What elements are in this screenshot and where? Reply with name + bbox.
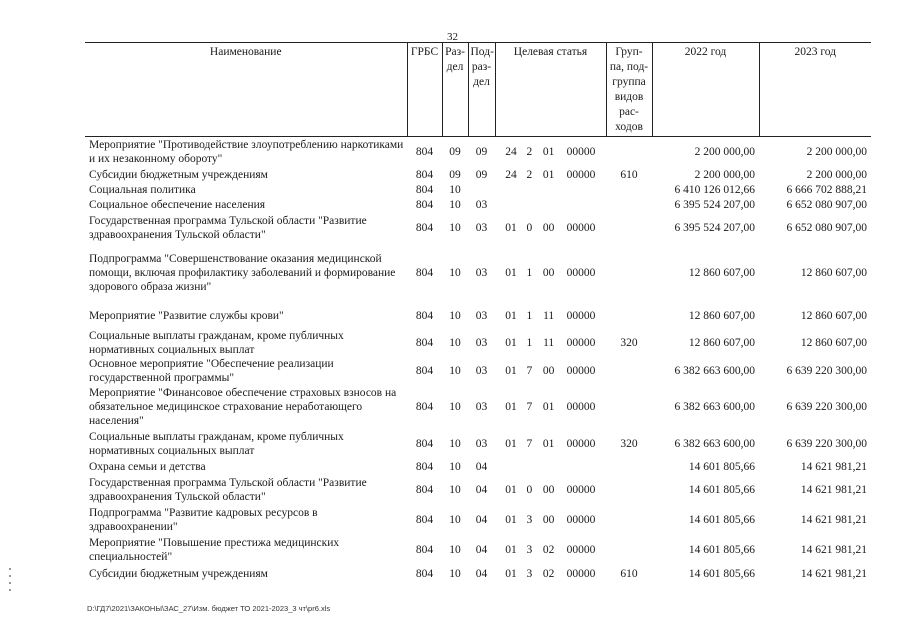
row-expense-group: 320 <box>620 336 638 349</box>
row-amount-2023: 14 621 981,21 <box>800 513 867 526</box>
row-expense-group: 610 <box>620 168 638 181</box>
target-program: 01 <box>505 309 517 322</box>
target-program: 01 <box>505 513 517 526</box>
target-direction: 00000 <box>566 567 596 580</box>
row-razdel: 10 <box>449 437 461 450</box>
row-grbs: 804 <box>415 513 434 526</box>
row-amount-2023: 6 639 220 300,00 <box>786 364 867 377</box>
row-target <box>495 535 606 565</box>
target-direction: 00000 <box>566 309 596 322</box>
row-amount-2022: 2 200 000,00 <box>694 145 755 158</box>
row-amount-2023: 6 639 220 300,00 <box>786 437 867 450</box>
budget-table-container <box>85 42 871 583</box>
row-podrazdel: 03 <box>475 400 488 413</box>
row-amount-2023: 14 621 981,21 <box>800 567 867 580</box>
target-event: 11 <box>543 336 555 349</box>
target-event: 01 <box>542 400 555 413</box>
row-podrazdel: 03 <box>475 199 488 211</box>
row-podrazdel: 03 <box>475 221 488 234</box>
target-direction: 00000 <box>566 400 596 413</box>
row-razdel: 10 <box>449 221 461 234</box>
row-grbs: 804 <box>415 168 434 181</box>
target-subprogram: 2 <box>526 145 533 158</box>
table-row <box>85 535 871 565</box>
table-header-row <box>85 43 871 137</box>
row-expense-group <box>606 357 652 385</box>
row-podrazdel: 04 <box>475 483 488 496</box>
row-expense-group <box>606 183 652 198</box>
row-razdel: 10 <box>449 460 461 473</box>
row-name: Мероприятие "Противодействие злоупотреблению наркотиками и их незаконному обороту" <box>89 138 404 165</box>
row-amount-2023: 14 621 981,21 <box>800 460 867 473</box>
row-expense-group <box>606 475 652 505</box>
table-row <box>85 183 871 198</box>
scan-margin-marks <box>9 563 15 603</box>
row-target <box>495 243 606 303</box>
table-row <box>85 357 871 385</box>
row-expense-group <box>606 385 652 429</box>
row-podrazdel: 03 <box>475 364 488 377</box>
header-target: Целевая статья <box>495 43 606 137</box>
target-direction: 00000 <box>566 221 596 234</box>
row-amount-2023: 12 860 607,00 <box>800 266 867 279</box>
row-target <box>495 475 606 505</box>
target-subprogram: 0 <box>526 221 533 234</box>
row-amount-2022: 6 410 126 012,66 <box>674 184 755 196</box>
budget-table <box>85 42 871 583</box>
row-amount-2023: 6 652 080 907,00 <box>786 221 867 234</box>
target-event: 02 <box>542 567 555 580</box>
row-name: Социальные выплаты гражданам, кроме публичных нормативных социальных выплат <box>89 430 344 457</box>
row-target <box>495 505 606 535</box>
row-name: Подпрограмма "Совершенствование оказания медицинской помощи, включая профилактику заболеваний и формирование здорового образа жизни" <box>89 252 396 293</box>
table-row <box>85 329 871 357</box>
row-grbs: 804 <box>415 199 434 211</box>
row-target <box>495 213 606 243</box>
row-grbs: 804 <box>415 364 434 377</box>
target-event: 11 <box>543 309 555 322</box>
row-name: Мероприятие "Финансовое обеспечение страховых взносов на обязательное медицинское страхование неработающего населения" <box>89 386 397 427</box>
row-razdel: 10 <box>449 199 461 211</box>
row-amount-2022: 12 860 607,00 <box>688 266 755 279</box>
row-amount-2023: 12 860 607,00 <box>800 309 867 322</box>
target-program: 01 <box>505 483 517 496</box>
target-program: 01 <box>505 266 517 279</box>
table-row <box>85 429 871 459</box>
row-name: Государственная программа Тульской области "Развитие здравоохранения Тульской области" <box>89 476 367 503</box>
row-amount-2022: 14 601 805,66 <box>688 567 755 580</box>
row-razdel: 10 <box>449 309 461 322</box>
target-event: 00 <box>542 364 555 377</box>
row-razdel: 09 <box>449 145 461 158</box>
target-program: 01 <box>505 221 517 234</box>
row-target <box>495 357 606 385</box>
header-name: Наименование <box>85 43 407 137</box>
row-name: Субсидии бюджетным учреждениям <box>89 567 268 580</box>
row-podrazdel: 04 <box>475 513 488 526</box>
target-direction: 00000 <box>566 145 596 158</box>
row-name: Государственная программа Тульской области "Развитие здравоохранения Тульской области" <box>89 214 367 241</box>
row-razdel: 10 <box>449 364 461 377</box>
row-amount-2022: 6 382 663 600,00 <box>674 400 755 413</box>
row-target <box>495 137 606 167</box>
row-amount-2023: 6 666 702 888,21 <box>786 184 867 196</box>
header-razdel: Раз-дел <box>442 43 468 137</box>
row-grbs: 804 <box>415 437 434 450</box>
row-razdel: 09 <box>449 168 461 181</box>
row-razdel: 10 <box>449 400 461 413</box>
row-name: Мероприятие "Повышение престижа медицинских специальностей" <box>89 536 340 563</box>
target-direction: 00000 <box>566 168 596 181</box>
page-number: 32 <box>447 31 458 43</box>
target-program: 01 <box>505 567 517 580</box>
row-grbs: 804 <box>415 145 434 158</box>
header-grbs: ГРБС <box>407 43 442 137</box>
row-name: Мероприятие "Развитие службы крови" <box>89 309 284 322</box>
row-razdel: 10 <box>449 543 461 556</box>
row-amount-2023: 6 639 220 300,00 <box>786 400 867 413</box>
row-razdel: 10 <box>449 513 461 526</box>
table-row <box>85 198 871 213</box>
header-podrazdel: Под-раз-дел <box>468 43 495 137</box>
target-direction: 00000 <box>566 483 596 496</box>
target-subprogram: 7 <box>526 437 533 450</box>
target-subprogram: 3 <box>526 543 533 556</box>
row-expense-group <box>606 198 652 213</box>
row-expense-group: 610 <box>620 567 638 580</box>
row-expense-group <box>606 213 652 243</box>
row-grbs: 804 <box>415 336 434 349</box>
target-direction: 00000 <box>566 513 596 526</box>
row-podrazdel: 03 <box>475 437 488 450</box>
header-2023: 2023 год <box>759 43 871 137</box>
table-row <box>85 475 871 505</box>
target-subprogram: 1 <box>526 336 533 349</box>
row-expense-group <box>606 137 652 167</box>
row-podrazdel: 04 <box>475 460 488 473</box>
table-row <box>85 505 871 535</box>
table-row <box>85 243 871 303</box>
table-row <box>85 459 871 475</box>
row-podrazdel: 03 <box>475 336 488 349</box>
table-row <box>85 565 871 583</box>
row-grbs: 804 <box>415 221 434 234</box>
row-razdel: 10 <box>449 184 461 196</box>
row-grbs: 804 <box>415 543 434 556</box>
row-razdel: 10 <box>449 567 461 580</box>
row-grbs: 804 <box>415 184 434 196</box>
file-path-footer: D:\ГД7\2021\ЗАКОНЫ\ЗАС_27\Изм. бюджет ТО 2021-2023_3 чт\pr6.xls <box>87 604 331 613</box>
target-program: 01 <box>505 364 517 377</box>
target-direction: 00000 <box>566 266 596 279</box>
row-amount-2023: 2 200 000,00 <box>806 168 867 181</box>
row-target <box>495 198 606 213</box>
target-event: 01 <box>542 145 555 158</box>
target-subprogram: 1 <box>526 266 533 279</box>
row-expense-group: 320 <box>620 437 638 450</box>
target-direction: 00000 <box>566 437 596 450</box>
target-subprogram: 7 <box>526 400 533 413</box>
target-direction: 00000 <box>566 336 596 349</box>
header-2022: 2022 год <box>652 43 759 137</box>
row-amount-2022: 14 601 805,66 <box>688 543 755 556</box>
row-podrazdel: 03 <box>475 309 488 322</box>
row-target <box>495 459 606 475</box>
row-grbs: 804 <box>415 309 434 322</box>
row-grbs: 804 <box>415 483 434 496</box>
row-amount-2022: 14 601 805,66 <box>688 513 755 526</box>
row-target <box>495 385 606 429</box>
target-event: 00 <box>542 266 555 279</box>
row-podrazdel: 04 <box>475 543 488 556</box>
row-razdel: 10 <box>449 336 461 349</box>
row-razdel: 10 <box>449 483 461 496</box>
target-program: 24 <box>505 145 517 158</box>
row-amount-2022: 6 382 663 600,00 <box>674 364 755 377</box>
row-amount-2023: 6 652 080 907,00 <box>786 199 867 211</box>
row-expense-group <box>606 303 652 329</box>
table-row <box>85 385 871 429</box>
row-target <box>495 183 606 198</box>
row-amount-2023: 12 860 607,00 <box>800 336 867 349</box>
table-row <box>85 137 871 167</box>
row-amount-2022: 14 601 805,66 <box>688 460 755 473</box>
row-podrazdel <box>468 183 495 198</box>
row-amount-2022: 6 395 524 207,00 <box>674 221 755 234</box>
row-name: Подпрограмма "Развитие кадровых ресурсов в здравоохранении" <box>89 506 318 533</box>
target-subprogram: 3 <box>526 513 533 526</box>
row-name: Субсидии бюджетным учреждениям <box>89 168 268 181</box>
target-subprogram: 2 <box>526 168 533 181</box>
target-event: 01 <box>542 437 555 450</box>
row-amount-2022: 2 200 000,00 <box>694 168 755 181</box>
header-group: Груп-па, под-группа видов рас-ходов <box>606 43 652 137</box>
target-event: 00 <box>542 513 555 526</box>
row-target <box>495 303 606 329</box>
target-program: 01 <box>505 400 517 413</box>
row-amount-2022: 6 395 524 207,00 <box>674 199 755 211</box>
row-amount-2023: 2 200 000,00 <box>806 145 867 158</box>
target-subprogram: 7 <box>526 364 533 377</box>
row-podrazdel: 09 <box>475 168 488 181</box>
target-event: 02 <box>542 543 555 556</box>
table-row <box>85 303 871 329</box>
row-amount-2022: 12 860 607,00 <box>688 309 755 322</box>
row-amount-2022: 6 382 663 600,00 <box>674 437 755 450</box>
row-name: Социальные выплаты гражданам, кроме публичных нормативных социальных выплат <box>89 329 344 356</box>
row-expense-group <box>606 243 652 303</box>
target-program: 01 <box>505 336 517 349</box>
row-grbs: 804 <box>415 460 434 473</box>
row-amount-2023: 14 621 981,21 <box>800 483 867 496</box>
row-target <box>495 329 606 357</box>
target-direction: 00000 <box>566 543 596 556</box>
row-grbs: 804 <box>415 567 434 580</box>
row-amount-2022: 14 601 805,66 <box>688 483 755 496</box>
row-expense-group <box>606 459 652 475</box>
row-expense-group <box>606 535 652 565</box>
row-grbs: 804 <box>415 400 434 413</box>
row-name: Социальное обеспечение населения <box>89 199 266 211</box>
table-row <box>85 167 871 183</box>
row-name: Охрана семьи и детства <box>89 460 206 473</box>
target-event: 01 <box>542 168 555 181</box>
row-name: Социальная политика <box>89 184 196 196</box>
row-podrazdel: 03 <box>475 266 488 279</box>
table-body <box>85 137 871 583</box>
table-row <box>85 213 871 243</box>
target-subprogram: 0 <box>526 483 533 496</box>
row-target <box>495 565 606 583</box>
target-program: 24 <box>505 168 517 181</box>
row-target <box>495 167 606 183</box>
row-grbs: 804 <box>415 266 434 279</box>
target-subprogram: 3 <box>526 567 533 580</box>
target-program: 01 <box>505 437 517 450</box>
target-subprogram: 1 <box>526 309 533 322</box>
row-amount-2023: 14 621 981,21 <box>800 543 867 556</box>
row-podrazdel: 04 <box>475 567 488 580</box>
row-expense-group <box>606 505 652 535</box>
row-target <box>495 429 606 459</box>
target-event: 00 <box>542 483 555 496</box>
target-event: 00 <box>542 221 555 234</box>
target-direction: 00000 <box>566 364 596 377</box>
row-amount-2022: 12 860 607,00 <box>688 336 755 349</box>
row-razdel: 10 <box>449 266 461 279</box>
row-name: Основное мероприятие "Обеспечение реализации государственной программы" <box>89 357 334 384</box>
row-podrazdel: 09 <box>475 145 488 158</box>
target-program: 01 <box>505 543 517 556</box>
